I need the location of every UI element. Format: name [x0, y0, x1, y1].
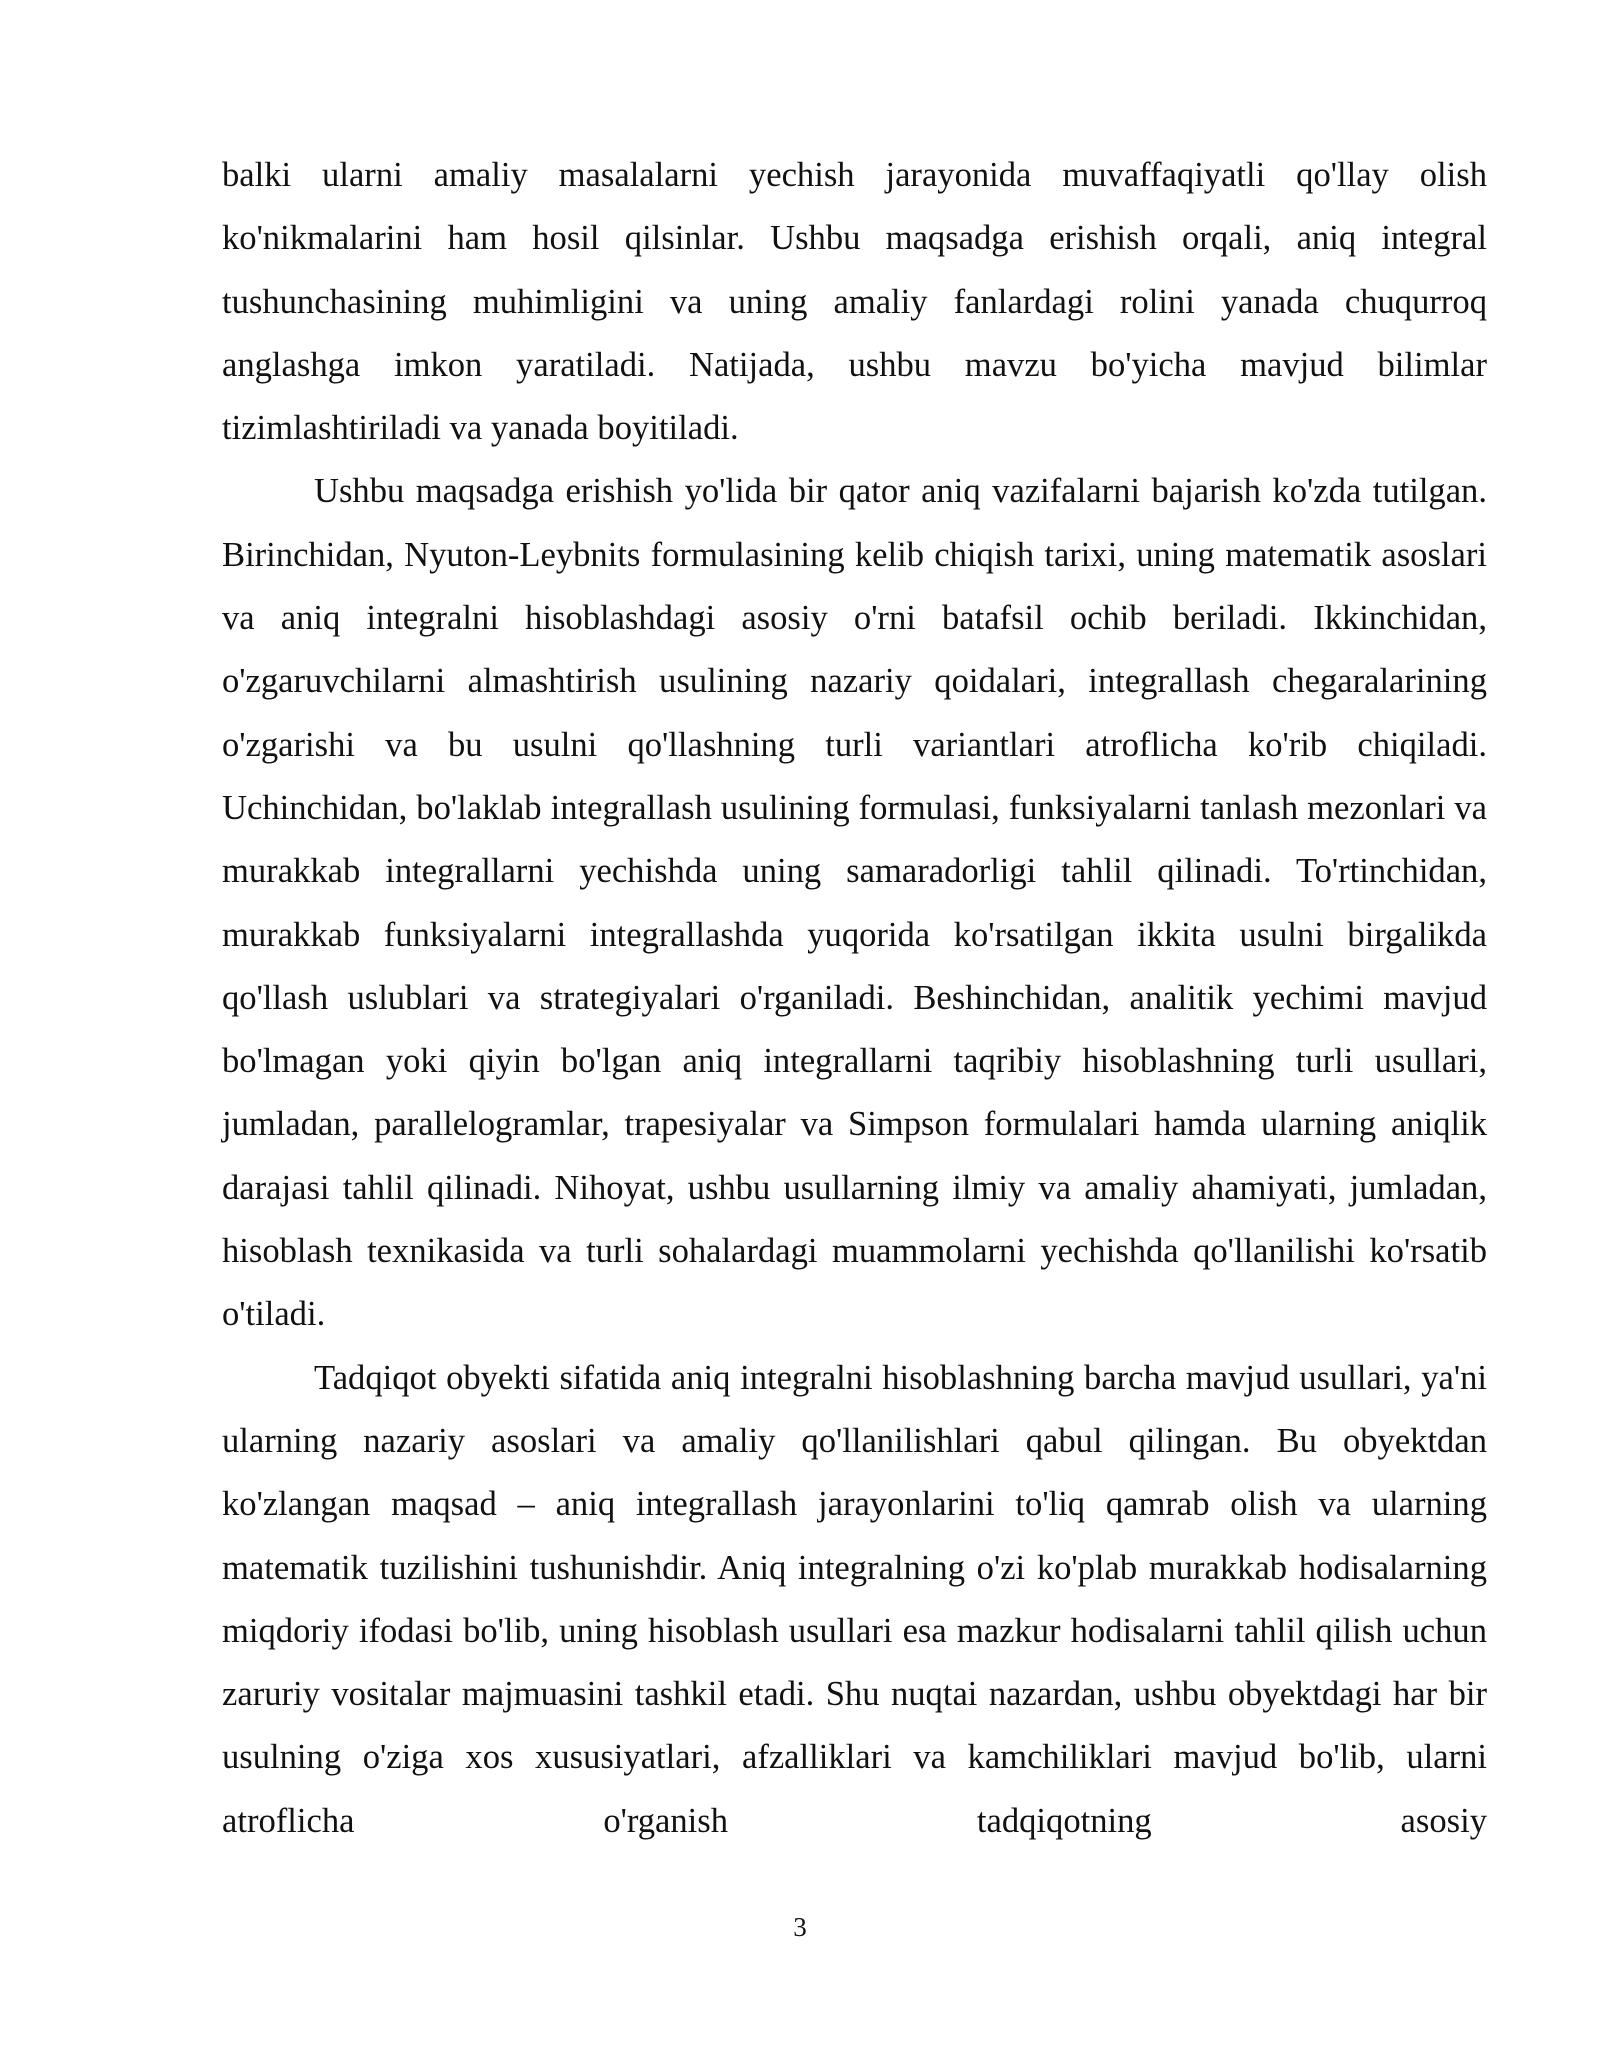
body-text	[222, 144, 1487, 1853]
page-number: 3	[793, 1912, 807, 1942]
paragraph-tasks: Ushbu maqsadga erishish yo'lida bir qator aniq vazifalarni bajarish ko'zda tutilgan. Birinchidan, Nyuton-Leybnits formulasining kelib chiqish tarixi, uning matematik asoslari va aniq integralni hisoblashdagi asosiy o'rni batafsil ochib beriladi. Ikkinchidan, o'zgaruvchilarni almashtirish usulining nazariy qoidalari, integrallash chegaralarining o'zgarishi va bu usulni qo'llashning turli variantlari atroflicha ko'rib chiqiladi. Uchinchidan, bo'laklab integrallash usulining formulasi, funksiyalarni tanlash mezonlari va murakkab integrallarni yechishda uning samaradorligi tahlil qilinadi. To'rtinchidan, murakkab funksiyalarni integrallashda yuqorida ko'rsatilgan ikkita usulni birgalikda qo'llash uslublari va strategiyalari o'rganiladi. Beshinchidan, analitik yechimi mavjud bo'lmagan yoki qiyin bo'lgan aniq integrallarni taqribiy hisoblashning turli usullari, jumladan, parallelogramlar, trapesiyalar va Simpson formulalari hamda ularning aniqlik darajasi tahlil qilinadi. Nihoyat, ushbu usullarning ilmiy va amaliy ahamiyati, jumladan, hisoblash texnikasida va turli sohalardagi muammolarni yechishda qo'llanilishi ko'rsatib o'tiladi.	[222, 472, 1487, 1334]
paragraph-research-object: Tadqiqot obyekti sifatida aniq integralni hisoblashning barcha mavjud usullari, ya'ni ularning nazariy asoslari va amaliy qo'llanilishlari qabul qilingan. Bu obyektdan ko'zlangan maqsad – aniq integrallash jarayonlarini to'liq qamrab olish va ularning matematik tuzilishini tushunishdir. Aniq integralning o'zi ko'plab murakkab hodisalarning miqdoriy ifodasi bo'lib, uning hisoblash usullari esa mazkur hodisalarni tahlil qilish uchun zaruriy vositalar majmuasini tashkil etadi. Shu nuqtai nazardan, ushbu obyektdagi har bir usulning o'ziga xos xususiyatlari, afzalliklari va kamchiliklari mavjud bo'lib, ularni atroflicha o'rganish tadqiqotning asosiy	[222, 1358, 1487, 1840]
paragraph-continuation: balki ularni amaliy masalalarni yechish jarayonida muvaffaqiyatli qo'llay olish ko'nikmalarini ham hosil qilsinlar. Ushbu maqsadga erishish orqali, aniq integral tushunchasining muhimligini va uning amaliy fanlardagi rolini yanada chuqurroq anglashga imkon yaratiladi. Natijada, ushbu mavzu bo'yicha mavjud bilimlar tizimlashtiriladi va yanada boyitiladi.	[222, 156, 1487, 448]
